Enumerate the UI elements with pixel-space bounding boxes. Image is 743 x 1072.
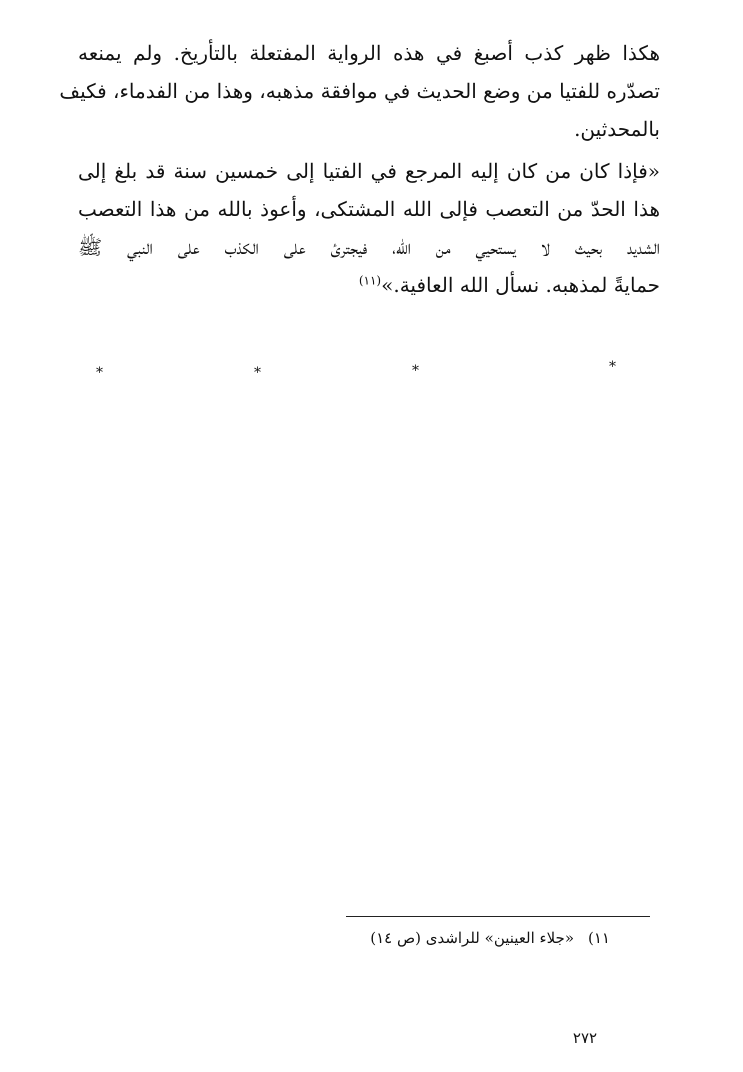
- paragraph-2-line-4: [78, 266, 660, 304]
- separator-star-2: *: [254, 365, 261, 381]
- paragraph-1-line-2: تصدّره للفتيا من وضع الحديث في موافقة مذهبه، وهذا من الفدماء، فكيف: [59, 79, 660, 103]
- footnote-text: «جلاء العينين» للراشدى (ص ١٤): [370, 929, 575, 947]
- footnote-reference: (١١): [358, 273, 382, 288]
- separator-star-3: *: [412, 363, 419, 379]
- paragraph-1-line-1: هكذا ظهر كذب أصبغ في هذه الرواية المفتعلة بالتأريخ. ولم يمنعه: [78, 41, 660, 65]
- page-number: ٢٧٢: [572, 1029, 598, 1047]
- separator-star-1: *: [96, 365, 103, 381]
- paragraph-2-line-1: «فإذا كان من كان إليه المرجع في الفتيا إلى خمسين سنة قد بلغ إلى: [78, 159, 660, 183]
- paragraph-2-line-4-text: حمايةً لمذهبه. نسأل الله العافية.»: [381, 273, 660, 297]
- footnote-divider: [346, 916, 650, 917]
- footnote-number: ١١): [588, 929, 610, 947]
- paragraph-2: [78, 152, 660, 304]
- separator-star-4: *: [609, 359, 616, 375]
- paragraph-2-line-2: هذا الحدّ من التعصب فإلى الله المشتكى، وأعوذ بالله من هذا التعصب: [78, 197, 660, 221]
- footnote: [300, 926, 610, 950]
- section-separator: [0, 356, 743, 381]
- paragraph-2-line-3: الشديد بحيث لا يستحيي من الله، فيجترئ على الكذب على النبي ﷺ: [78, 235, 660, 259]
- paragraph-1-line-3: بالمحدثين.: [574, 117, 660, 141]
- paragraph-1: [59, 34, 660, 148]
